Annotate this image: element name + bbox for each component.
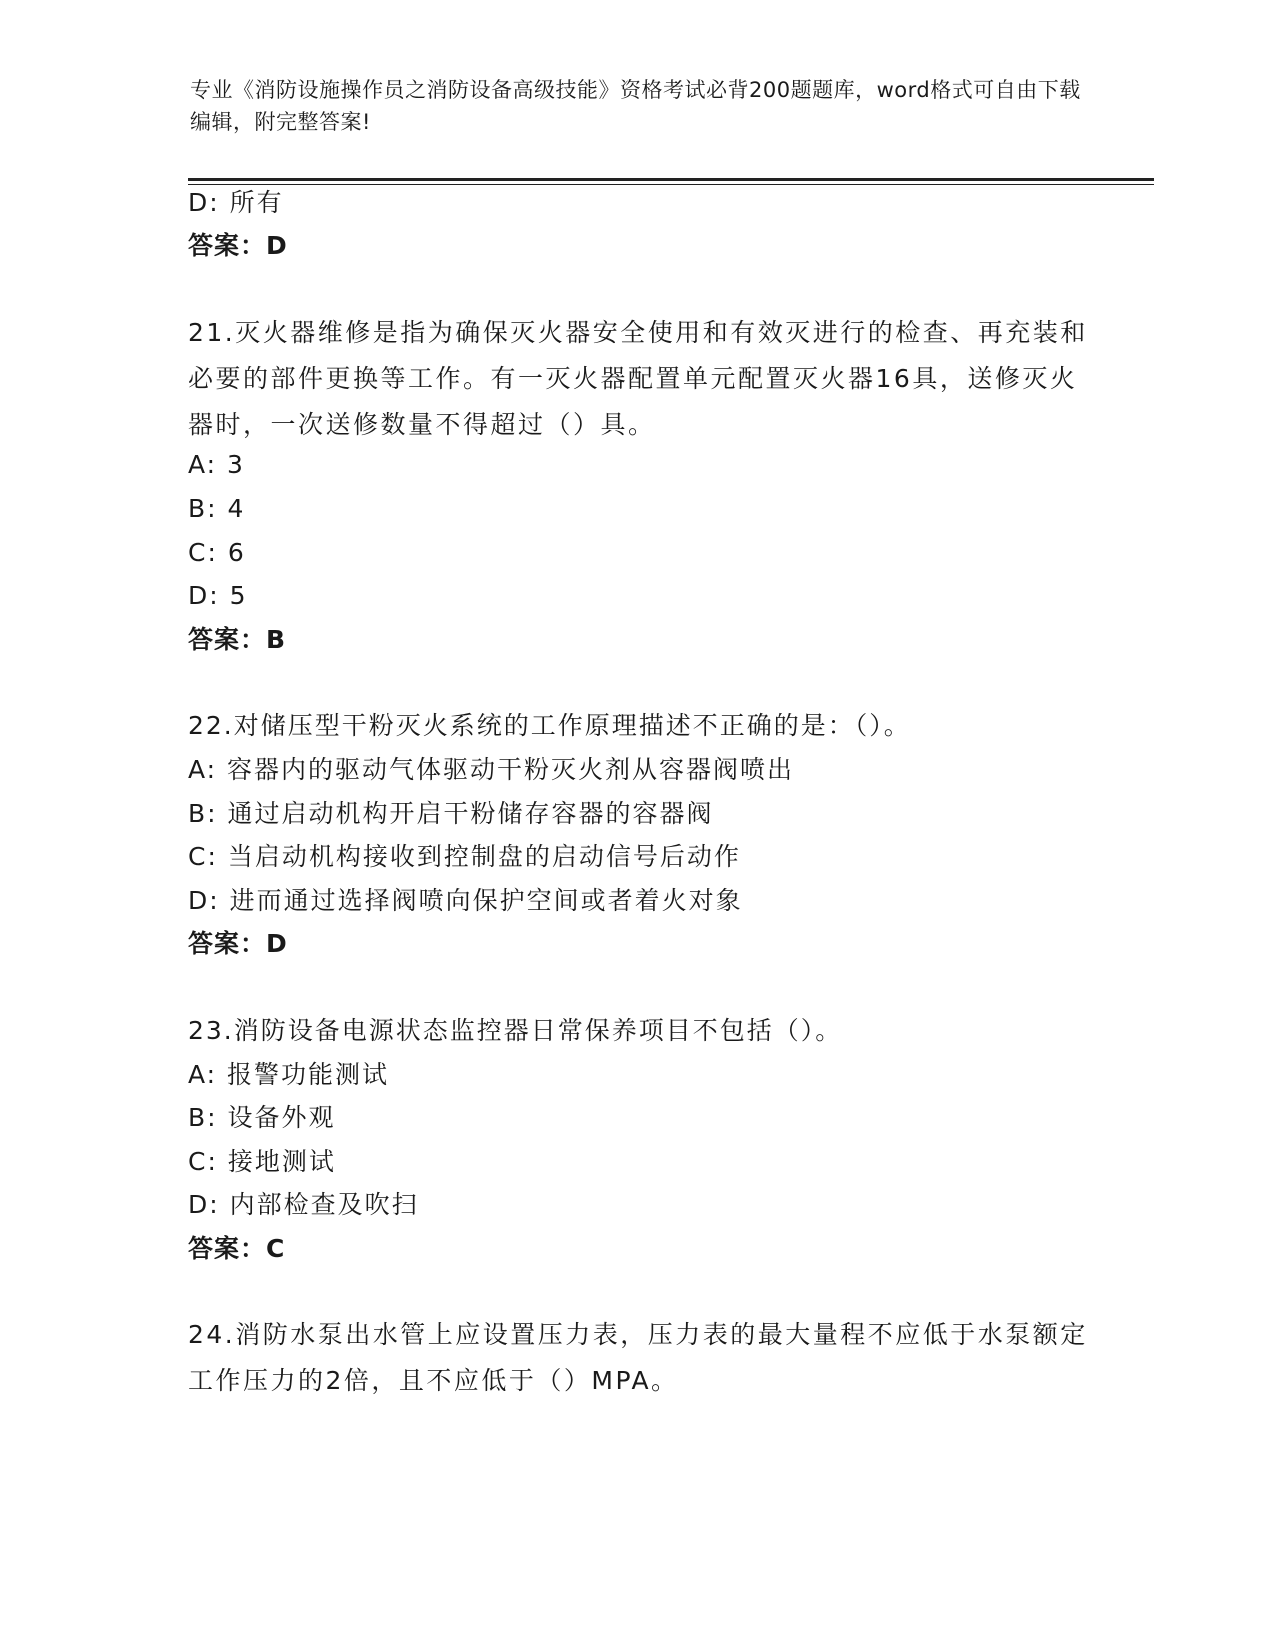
question-23-option-c: C: 接地测试 — [188, 1147, 336, 1176]
question-21-text: 21.灭火器维修是指为确保灭火器安全使用和有效灭进行的检查、再充装和必要的部件更换等工作。有一灭火器配置单元配置灭火器16具，送修灭火器时，一次送修数量不得超过（）具。 — [188, 318, 1088, 439]
header-divider — [188, 178, 1154, 181]
prev-option-d: D: 所有 — [188, 188, 284, 217]
question-21-option-c: C: 6 — [188, 538, 246, 567]
header-divider-thin — [188, 184, 1154, 185]
question-21-option-b: B: 4 — [188, 494, 246, 523]
question-23-answer: 答案：C — [188, 1234, 286, 1263]
question-24-text: 24.消防水泵出水管上应设置压力表，压力表的最大量程不应低于水泵额定工作压力的2倍，且不应低于（）MPA。 — [188, 1320, 1088, 1395]
prev-answer: 答案：D — [188, 231, 288, 260]
question-21-option-d: D: 5 — [188, 581, 248, 610]
question-22-option-d: D: 进而通过选择阀喷向保护空间或者着火对象 — [188, 886, 743, 915]
question-22-option-b: B: 通过启动机构开启干粉储存容器的容器阀 — [188, 799, 714, 828]
question-23-option-b: B: 设备外观 — [188, 1103, 336, 1132]
question-23-option-a: A: 报警功能测试 — [188, 1060, 390, 1089]
question-23-option-d: D: 内部检查及吹扫 — [188, 1190, 419, 1219]
question-22-option-c: C: 当启动机构接收到控制盘的启动信号后动作 — [188, 842, 741, 871]
question-22-text: 22.对储压型干粉灭火系统的工作原理描述不正确的是：（）。 — [188, 711, 911, 740]
question-23-text: 23.消防设备电源状态监控器日常保养项目不包括（）。 — [188, 1016, 843, 1045]
question-22-answer: 答案：D — [188, 929, 288, 958]
document-header: 专业《消防设施操作员之消防设备高级技能》资格考试必背200题题库，word格式可自由下载编辑，附完整答案! — [190, 78, 1081, 134]
question-21-option-a: A: 3 — [188, 450, 245, 479]
question-22-option-a: A: 容器内的驱动气体驱动干粉灭火剂从容器阀喷出 — [188, 755, 795, 784]
question-21-answer: 答案：B — [188, 625, 287, 654]
